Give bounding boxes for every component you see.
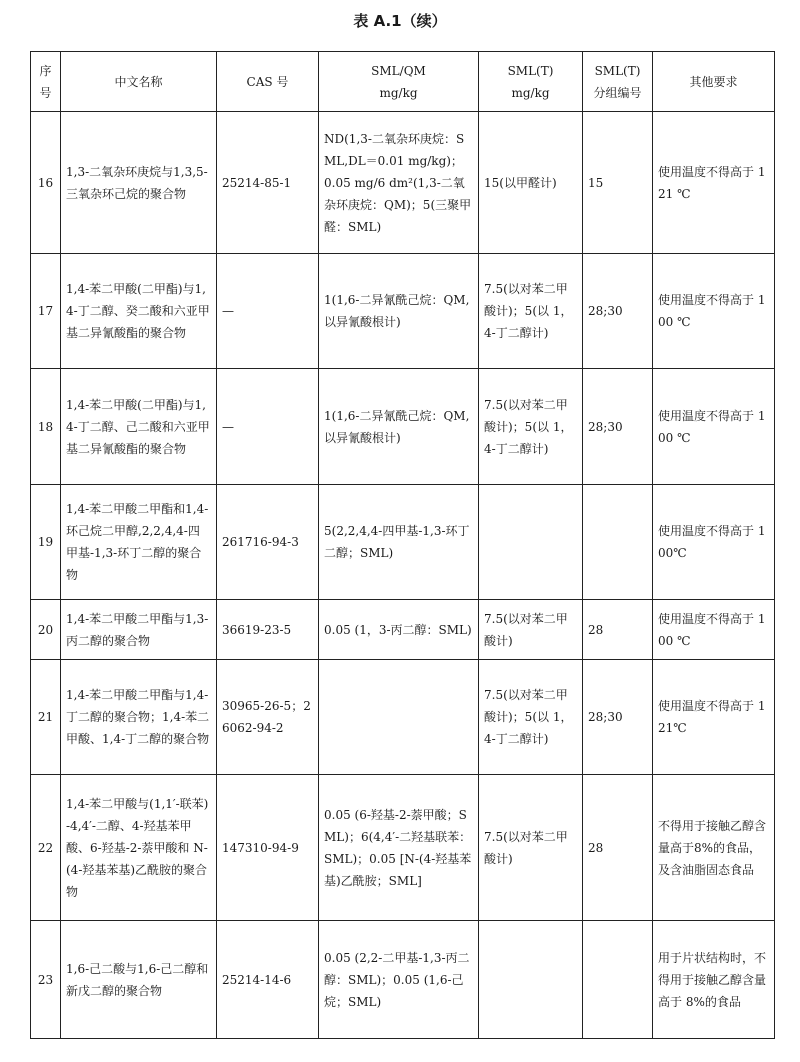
cell-smlt (479, 921, 583, 1039)
cell-smlt: 7.5(以对苯二甲酸计)；5(以 1，4-丁二醇计) (479, 660, 583, 775)
cell-group: 28 (583, 600, 653, 660)
cell-no: 19 (31, 485, 61, 600)
cell-smlqm: ND(1,3-二氧杂环庚烷：SML,DL＝0.01 mg/kg)；0.05 mg/6 dm²(1,3-二氧杂环庚烷：QM)；5(三聚甲醛：SML) (319, 112, 479, 254)
cell-cas: — (217, 369, 319, 485)
cell-other: 使用温度不得高于 100 ℃ (653, 369, 775, 485)
cell-smlqm: 0.05 (1，3-丙二醇：SML) (319, 600, 479, 660)
table-row (31, 660, 775, 775)
cell-no: 18 (31, 369, 61, 485)
cell-group: 28;30 (583, 369, 653, 485)
cell-no: 17 (31, 254, 61, 369)
table-row (31, 775, 775, 921)
cell-smlt: 7.5(以对苯二甲酸计) (479, 775, 583, 921)
cell-other: 使用温度不得高于 121℃ (653, 660, 775, 775)
table-row (31, 369, 775, 485)
cell-group: 28 (583, 775, 653, 921)
cell-cas: 25214-85-1 (217, 112, 319, 254)
header-row (31, 52, 775, 112)
cell-no: 20 (31, 600, 61, 660)
cell-smlt: 7.5(以对苯二甲酸计)；5(以 1，4-丁二醇计) (479, 369, 583, 485)
cell-cas: — (217, 254, 319, 369)
cell-name: 1,4-苯二甲酸二甲酯与1,4-丁二醇的聚合物；1,4-苯二甲酸、1,4-丁二醇的聚合物 (61, 660, 217, 775)
cell-cas: 261716-94-3 (217, 485, 319, 600)
cell-other: 不得用于接触乙醇含量高于8%的食品，及含油脂固态食品 (653, 775, 775, 921)
cell-cas: 30965-26-5；26062-94-2 (217, 660, 319, 775)
cell-name: 1,4-苯二甲酸二甲酯和1,4-环己烷二甲醇,2,2,4,4-四甲基-1,3-环丁二醇的聚合物 (61, 485, 217, 600)
table-row (31, 921, 775, 1039)
header-other: 其他要求 (653, 52, 775, 112)
cell-other: 使用温度不得高于 100℃ (653, 485, 775, 600)
cell-no: 23 (31, 921, 61, 1039)
table-row (31, 485, 775, 600)
cell-no: 22 (31, 775, 61, 921)
cell-smlqm: 1(1,6-二异氰酰己烷：QM,以异氰酸根计) (319, 254, 479, 369)
cell-other: 用于片状结构时，不得用于接触乙醇含量高于 8%的食品 (653, 921, 775, 1039)
cell-group (583, 485, 653, 600)
header-no: 序号 (31, 52, 61, 112)
cell-smlqm: 5(2,2,4,4-四甲基-1,3-环丁二醇；SML) (319, 485, 479, 600)
cell-name: 1,4-苯二甲酸二甲酯与1,3-丙二醇的聚合物 (61, 600, 217, 660)
header-smlqm: SML/QM mg/kg (319, 52, 479, 112)
header-smlt: SML(T) mg/kg (479, 52, 583, 112)
cell-smlt: 7.5(以对苯二甲酸计)；5(以 1，4-丁二醇计) (479, 254, 583, 369)
cell-no: 21 (31, 660, 61, 775)
header-name: 中文名称 (61, 52, 217, 112)
cell-other: 使用温度不得高于 100 ℃ (653, 600, 775, 660)
cell-smlt: 15(以甲醛计) (479, 112, 583, 254)
cell-group: 28;30 (583, 254, 653, 369)
cell-smlqm: 0.05 (6-羟基-2-萘甲酸；SML)；6(4,4′-二羟基联苯：SML)；0.05 [N-(4-羟基苯基)乙酰胺；SML] (319, 775, 479, 921)
cell-other: 使用温度不得高于 100 ℃ (653, 254, 775, 369)
table-row (31, 600, 775, 660)
cell-smlt: 7.5(以对苯二甲酸计) (479, 600, 583, 660)
header-group: SML(T) 分组编号 (583, 52, 653, 112)
table-row (31, 254, 775, 369)
cell-name: 1,6-己二酸与1,6-己二醇和新戊二醇的聚合物 (61, 921, 217, 1039)
cell-cas: 36619-23-5 (217, 600, 319, 660)
cell-name: 1,4-苯二甲酸与(1,1′-联苯)-4,4′-二醇、4-羟基苯甲酸、6-羟基-2-萘甲酸和 N-(4-羟基苯基)乙酰胺的聚合物 (61, 775, 217, 921)
cell-name: 1,4-苯二甲酸(二甲酯)与1,4-丁二醇、己二酸和六亚甲基二异氰酸酯的聚合物 (61, 369, 217, 485)
cell-no: 16 (31, 112, 61, 254)
standards-table (30, 51, 775, 1039)
cell-smlqm (319, 660, 479, 775)
cell-name: 1,4-苯二甲酸(二甲酯)与1,4-丁二醇、癸二酸和六亚甲基二异氰酸酯的聚合物 (61, 254, 217, 369)
cell-name: 1,3-二氧杂环庚烷与1,3,5-三氧杂环己烷的聚合物 (61, 112, 217, 254)
table-row (31, 112, 775, 254)
cell-other: 使用温度不得高于 121 ℃ (653, 112, 775, 254)
cell-smlqm: 1(1,6-二异氰酰己烷：QM,以异氰酸根计) (319, 369, 479, 485)
cell-group: 28;30 (583, 660, 653, 775)
cell-smlqm: 0.05 (2,2-二甲基-1,3-丙二醇：SML)；0.05 (1,6-己烷；SML) (319, 921, 479, 1039)
cell-cas: 25214-14-6 (217, 921, 319, 1039)
cell-cas: 147310-94-9 (217, 775, 319, 921)
cell-smlt (479, 485, 583, 600)
cell-group (583, 921, 653, 1039)
table-caption: 表 A.1（续） (353, 12, 447, 30)
header-cas: CAS 号 (217, 52, 319, 112)
cell-group: 15 (583, 112, 653, 254)
